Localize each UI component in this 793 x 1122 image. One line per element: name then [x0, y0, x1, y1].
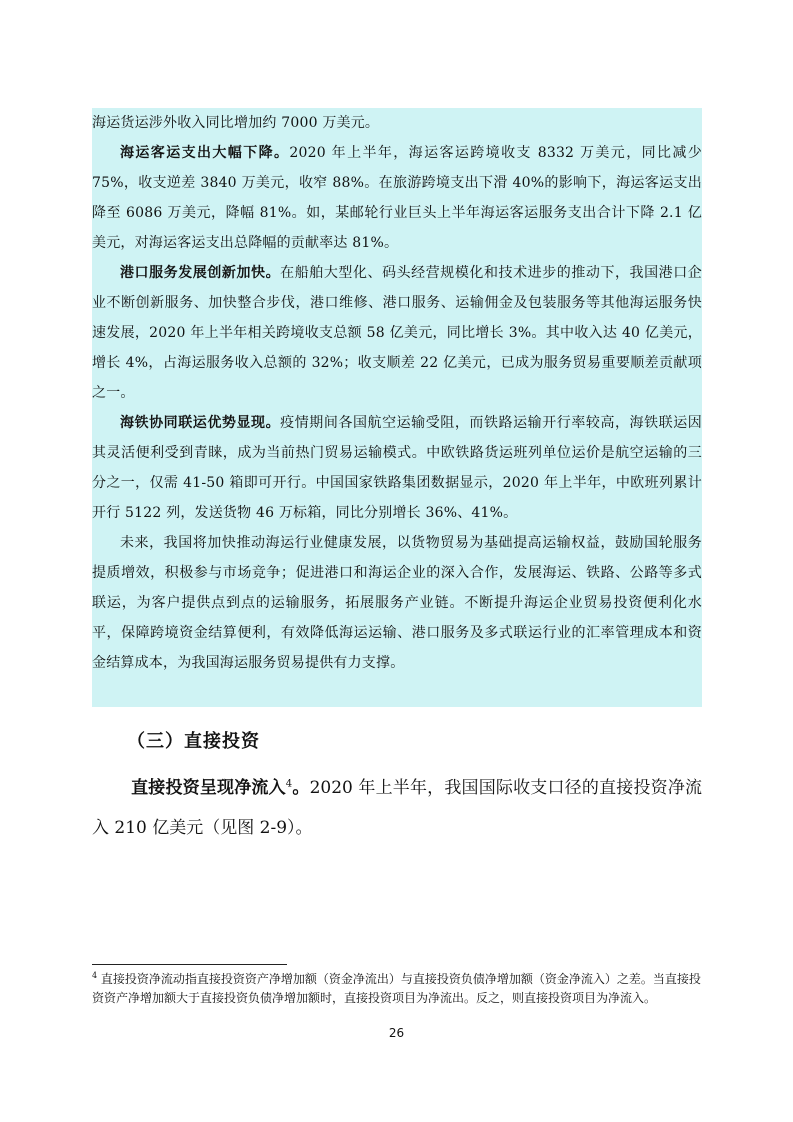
- body-paragraph: [92, 768, 702, 848]
- page-number: 26: [388, 1026, 405, 1040]
- section-heading: （三）直接投资: [127, 731, 260, 752]
- box-paragraph-4: [92, 408, 702, 528]
- box-paragraph-1: [92, 108, 702, 138]
- box-p3-text: 在船舶大型化、码头经营规模化和技术进步的推动下，我国港口企业不断创新服务、加快整合步伐，港口维修、港口服务、运输佣金及包装服务等其他海运服务快速发展，2020 年上半年相关跨境收支总额 58 亿美元，同比增长 3%。其中收入达 40 亿美元，增长 4%，占海运服务收入总额的 32%；收支顺差 22 亿美元，已成为服务贸易重要顺差贡献项之一。: [92, 265, 702, 401]
- box-paragraph-5: [92, 528, 702, 678]
- box-p4-lead: 海铁协同联运优势显现。: [120, 415, 281, 431]
- box-p5-text: 未来，我国将加快推动海运行业健康发展，以货物贸易为基础提高运输权益，鼓励国轮服务提质增效，积极参与市场竞争；促进港口和海运企业的深入合作，发展海运、铁路、公路等多式联运，为客户提供点到点的运输服务，拓展服务产业链。不断提升海运企业贸易投资便利化水平，保障跨境资金结算便利，有效降低海运运输、港口服务及多式联运行业的汇率管理成本和资金结算成本，为我国海运服务贸易提供有力支撑。: [92, 535, 702, 671]
- footnote-ref[interactable]: 4: [285, 778, 293, 790]
- body-lead-end: 。: [292, 778, 310, 798]
- box-paragraph-3: [92, 258, 702, 408]
- box-p2-lead: 海运客运支出大幅下降。: [120, 145, 290, 161]
- box-paragraph-2: [92, 138, 702, 258]
- footnote-divider: [92, 964, 287, 965]
- footnote-text: 直接投资净流动指直接投资资产净增加额（资金净流出）与直接投资负债净增加额（资金净流入）之差。当直接投资资产净增加额大于直接投资负债净增加额时，直接投资项目为净流出。反之，则直接投资项目为净流入。: [92, 972, 701, 1005]
- footnote: [92, 970, 702, 1008]
- highlighted-text-box: [92, 108, 702, 707]
- box-p4-text: 疫情期间各国航空运输受阻，而铁路运输开行率较高，海铁联运因其灵活便利受到青睐，成为当前热门贸易运输模式。中欧铁路货运班列单位运价是航空运输的三分之一，仅需 41-50 箱即可开行。中国国家铁路集团数据显示，2020 年上半年，中欧班列累计开行 5122 列，发送货物 46 万标箱，同比分别增长 36%、41%。: [92, 415, 702, 521]
- body-text: 2020 年上半年，我国国际收支口径的直接投资净流入 210 亿美元（见图 2-9）。: [92, 778, 703, 838]
- body-lead: 直接投资呈现净流入: [131, 778, 286, 798]
- box-p1-text: 海运货运涉外收入同比增加约 7000 万美元。: [92, 115, 380, 131]
- box-p2-text: 2020 年上半年，海运客运跨境收支 8332 万美元，同比减少 75%，收支逆差 3840 万美元，收窄 88%。在旅游跨境支出下滑 40%的影响下，海运客运支出降至 6086 万美元，降幅 81%。如，某邮轮行业巨头上半年海运客运服务支出合计下降 2.1 亿美元，对海运客运支出总降幅的贡献率达 81%。: [92, 145, 703, 251]
- footnote-number: 4: [92, 971, 98, 980]
- box-p3-lead: 港口服务发展创新加快。: [120, 265, 281, 281]
